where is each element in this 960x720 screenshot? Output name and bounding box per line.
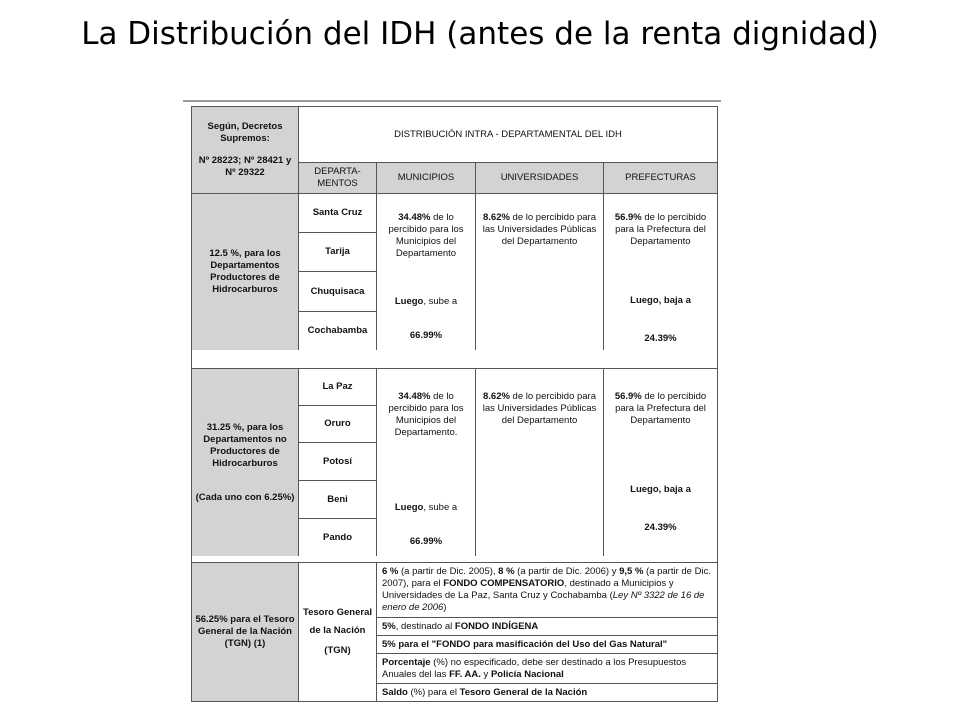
universities-text: de lo percibido para las Universidades Públicas del Departamento [482, 391, 597, 426]
col-header-municipalities: MUNICIPIOS [376, 162, 476, 194]
department-cell: La Paz [298, 368, 377, 406]
text-fragment: FONDO COMPENSATORIO [443, 578, 565, 589]
municipalities-pct: 34.48% [398, 391, 431, 402]
text-fragment: (a partir de Dic. 2005), [398, 566, 499, 577]
prefectures-pct: 56.9% [614, 391, 642, 402]
tgn-label: 56.25% para el Tesoro General de la Nación (TGN) (1) [195, 614, 295, 649]
department-cell: Tarija [298, 232, 377, 272]
municipalities-then-text: , sube a [423, 296, 458, 307]
text-fragment: 8 % [498, 566, 515, 577]
prefectures-final: 24.39% [644, 333, 677, 344]
non-producers-universities-cell [475, 368, 604, 557]
department-cell: Pando [298, 518, 377, 557]
department-cell: Beni [298, 480, 377, 519]
non-producers-label-cell [191, 368, 299, 557]
col-header-prefectures: PREFECTURAS [603, 162, 718, 194]
decree-line-2: Nº 28223; Nº 28421 y Nº 29322 [198, 155, 292, 178]
municipalities-pct: 34.48% [398, 212, 431, 223]
municipalities-final: 66.99% [409, 330, 443, 341]
prefectures-final: 24.39% [644, 522, 677, 533]
text-fragment: Saldo [382, 686, 408, 698]
porcentaje-text [382, 657, 714, 681]
prefectures-pct: 56.9% [614, 212, 642, 223]
prefectures-then: Luego, baja a [630, 295, 691, 306]
producers-label: 12.5 %, para los Departamentos Productores de Hidrocarburos [209, 248, 281, 295]
prefectures-text: de lo percibido para la Prefectura del Departamento [615, 391, 707, 426]
col-header-departments: DEPARTA-MENTOS [298, 162, 377, 194]
text-fragment: (%) no especificado, debe ser destinado a los Presupuestos Anuales del las [382, 656, 687, 680]
producers-prefectures-cell [603, 193, 718, 351]
gas-natural-text: 5% para el "FONDO para masificación del Uso del Gas Natural" [382, 638, 668, 650]
col-header-universities: UNIVERSIDADES [475, 162, 604, 194]
tgn-entity-line-3: (TGN) [324, 645, 351, 656]
municipalities-text: de lo percibido para los Municipios del Departamento. [388, 391, 464, 438]
text-fragment: , destinado al [395, 620, 455, 632]
department-cell: Potosí [298, 442, 377, 481]
tgn-row-gas-natural [376, 635, 718, 654]
tgn-row-fondo-compensatorio [376, 562, 718, 618]
text-fragment: (%) para el [407, 686, 460, 698]
idh-distribution-table [183, 100, 721, 710]
department-cell: Cochabamba [298, 311, 377, 351]
text-fragment: 6 % [382, 566, 399, 577]
department-cell: Oruro [298, 405, 377, 443]
text-fragment: , destinado a Municipios y Universidades de La Paz, Santa Cruz y Cochabamba ( [382, 578, 674, 601]
text-fragment: (a partir de Dic. 2006) y [514, 566, 620, 577]
non-producers-label: 31.25 %, para los Departamentos no Productores de Hidrocarburos [203, 421, 287, 469]
slide-title: La Distribución del IDH (antes de la renta dignidad) [81, 16, 879, 52]
text-fragment: Ley Nº 3322 de 16 de enero de 2006 [382, 590, 705, 613]
prefectures-text: de lo percibido para la Prefectura del Departamento [615, 212, 707, 247]
text-fragment: FF. AA. [449, 668, 481, 680]
producers-universities-cell [475, 193, 604, 351]
municipalities-then-bold: Luego [394, 502, 424, 513]
row-separator [191, 350, 718, 369]
text-fragment: ) [443, 602, 447, 613]
saldo-text [382, 687, 587, 699]
table-top-rule [183, 100, 721, 102]
text-fragment: Porcentaje [382, 656, 431, 668]
municipalities-final: 66.99% [409, 536, 443, 547]
text-fragment: y [480, 668, 491, 680]
producers-municipalities-cell [376, 193, 476, 351]
tgn-entity-line-1: Tesoro General [303, 607, 372, 618]
non-producers-note: (Cada uno con 6.25%) [195, 491, 295, 503]
non-producers-prefectures-cell [603, 368, 718, 557]
municipalities-then-bold: Luego [394, 296, 424, 307]
decree-reference-cell [191, 106, 299, 194]
tgn-label-cell [191, 562, 299, 702]
decree-line-1: Según, Decretos Supremos: [207, 121, 283, 144]
tgn-entity-line-2: de la Nación [309, 625, 366, 636]
prefectures-then: Luego, baja a [630, 484, 691, 495]
non-producers-municipalities-cell [376, 368, 476, 557]
fondo-indigena-text [382, 621, 538, 633]
text-fragment: 5% [382, 620, 396, 632]
universities-pct: 8.62% [482, 391, 510, 402]
municipalities-then-text: , sube a [423, 502, 458, 513]
text-fragment: Policía Nacional [490, 668, 564, 680]
text-fragment: 9,5 % [619, 566, 644, 577]
department-cell: Santa Cruz [298, 193, 377, 233]
text-fragment: Tesoro General de la Nación [459, 686, 588, 698]
producers-label-cell [191, 193, 299, 351]
main-header-cell [298, 106, 718, 163]
department-cell: Chuquisaca [298, 271, 377, 312]
tgn-row-porcentaje [376, 653, 718, 684]
tgn-row-saldo [376, 683, 718, 702]
tgn-entity-cell [298, 562, 377, 702]
fondo-compensatorio-text [382, 566, 714, 614]
text-fragment: (a partir de Dic. 2007), para el [382, 566, 711, 589]
universities-text: de lo percibido para las Universidades Públicas del Departamento [482, 212, 597, 247]
text-fragment: FONDO INDÍGENA [454, 620, 539, 632]
main-header-text: DISTRIBUCIÓN INTRA - DEPARTAMENTAL DEL IDH [394, 128, 622, 140]
municipalities-text: de lo percibido para los Municipios del Departamento [388, 212, 464, 259]
universities-pct: 8.62% [482, 212, 510, 223]
tgn-row-fondo-indigena [376, 617, 718, 636]
